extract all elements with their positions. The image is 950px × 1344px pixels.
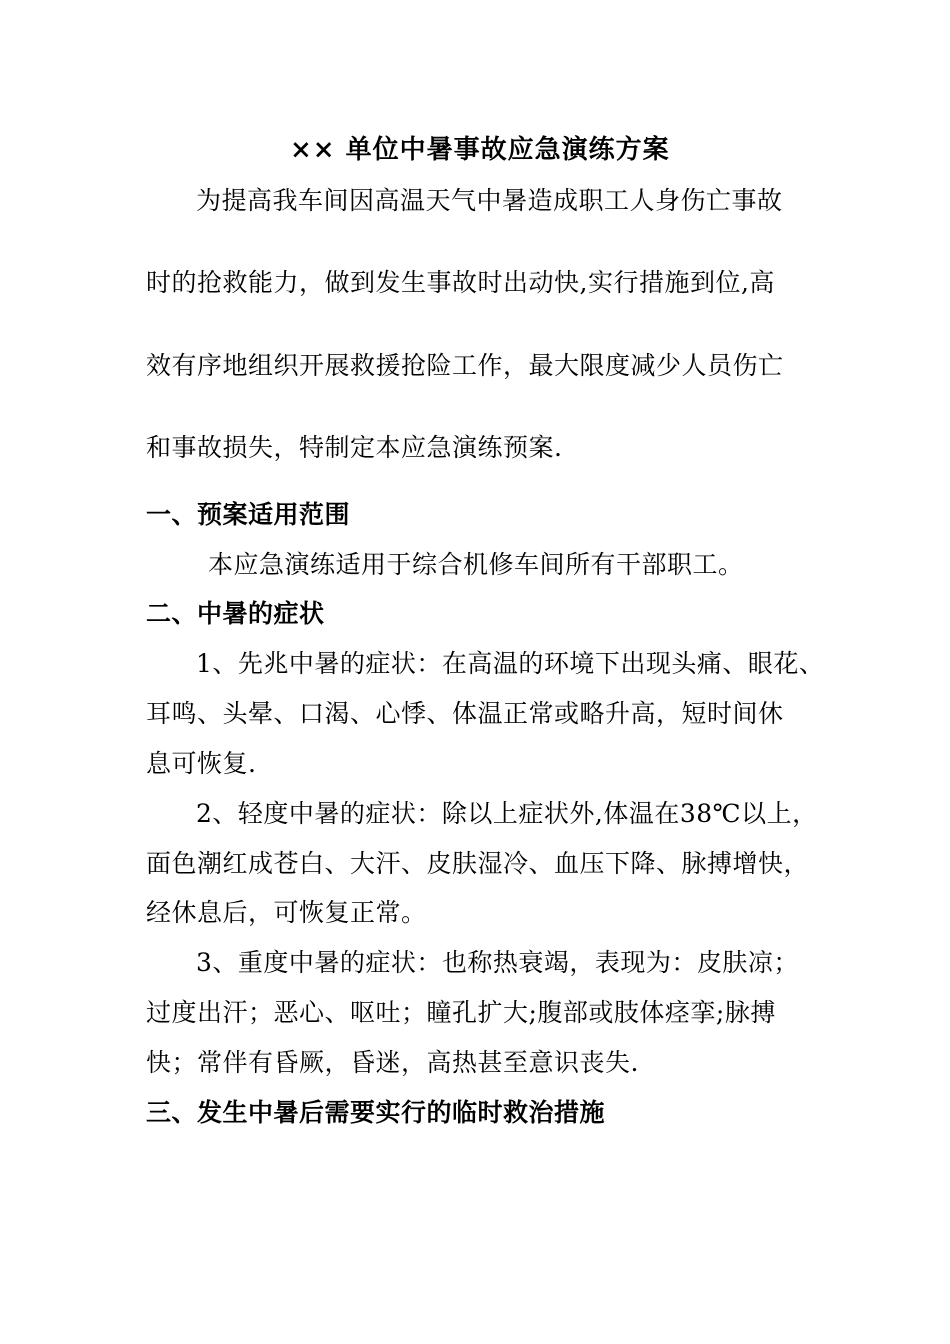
symptom2-line-2: 面色潮红成苍白、大汗、皮肤湿冷、血压下降、脉搏增快， — [146, 849, 810, 878]
section1-body: 本应急演练适用于综合机修车间所有干部职工。 — [208, 550, 744, 579]
symptom2-line-1: 2、轻度中暑的症状：除以上症状外,体温在38℃以上， — [196, 799, 818, 828]
section2-heading: 二、中暑的症状 — [146, 599, 325, 628]
symptom2-line-3: 经休息后，可恢复正常。 — [146, 898, 427, 927]
symptom3-line-2: 过度出汗；恶心、呕吐；瞳孔扩大;腹部或肢体痉挛;脉搏 — [146, 998, 776, 1027]
symptom1-line-1: 1、先兆中暑的症状：在高温的环境下出现头痛、眼花、 — [196, 649, 825, 678]
symptom3-line-1: 3、重度中暑的症状：也称热衰竭，表现为：皮肤凉； — [196, 948, 799, 977]
symptom1-line-3: 息可恢复. — [146, 749, 257, 778]
intro-line-2: 时的抢救能力，做到发生事故时出动快,实行措施到位,高 — [146, 268, 775, 297]
symptom3-line-3: 快；常伴有昏厥，昏迷，高热甚至意识丧失. — [146, 1048, 639, 1077]
intro-line-3: 效有序地组织开展救援抢险工作，最大限度减少人员伤亡 — [146, 351, 784, 380]
section1-heading: 一、预案适用范围 — [146, 500, 351, 529]
section3-heading: 三、发生中暑后需要实行的临时救治措施 — [146, 1098, 606, 1127]
symptom1-line-2: 耳鸣、头晕、口渴、心悸、体温正常或略升高，短时间休 — [146, 699, 784, 728]
intro-line-1: 为提高我车间因高温天气中暑造成职工人身伤亡事故 — [196, 186, 783, 215]
intro-line-4: 和事故损失，特制定本应急演练预案. — [146, 433, 563, 462]
document-title: ×× 单位中暑事故应急演练方案 — [290, 135, 670, 165]
